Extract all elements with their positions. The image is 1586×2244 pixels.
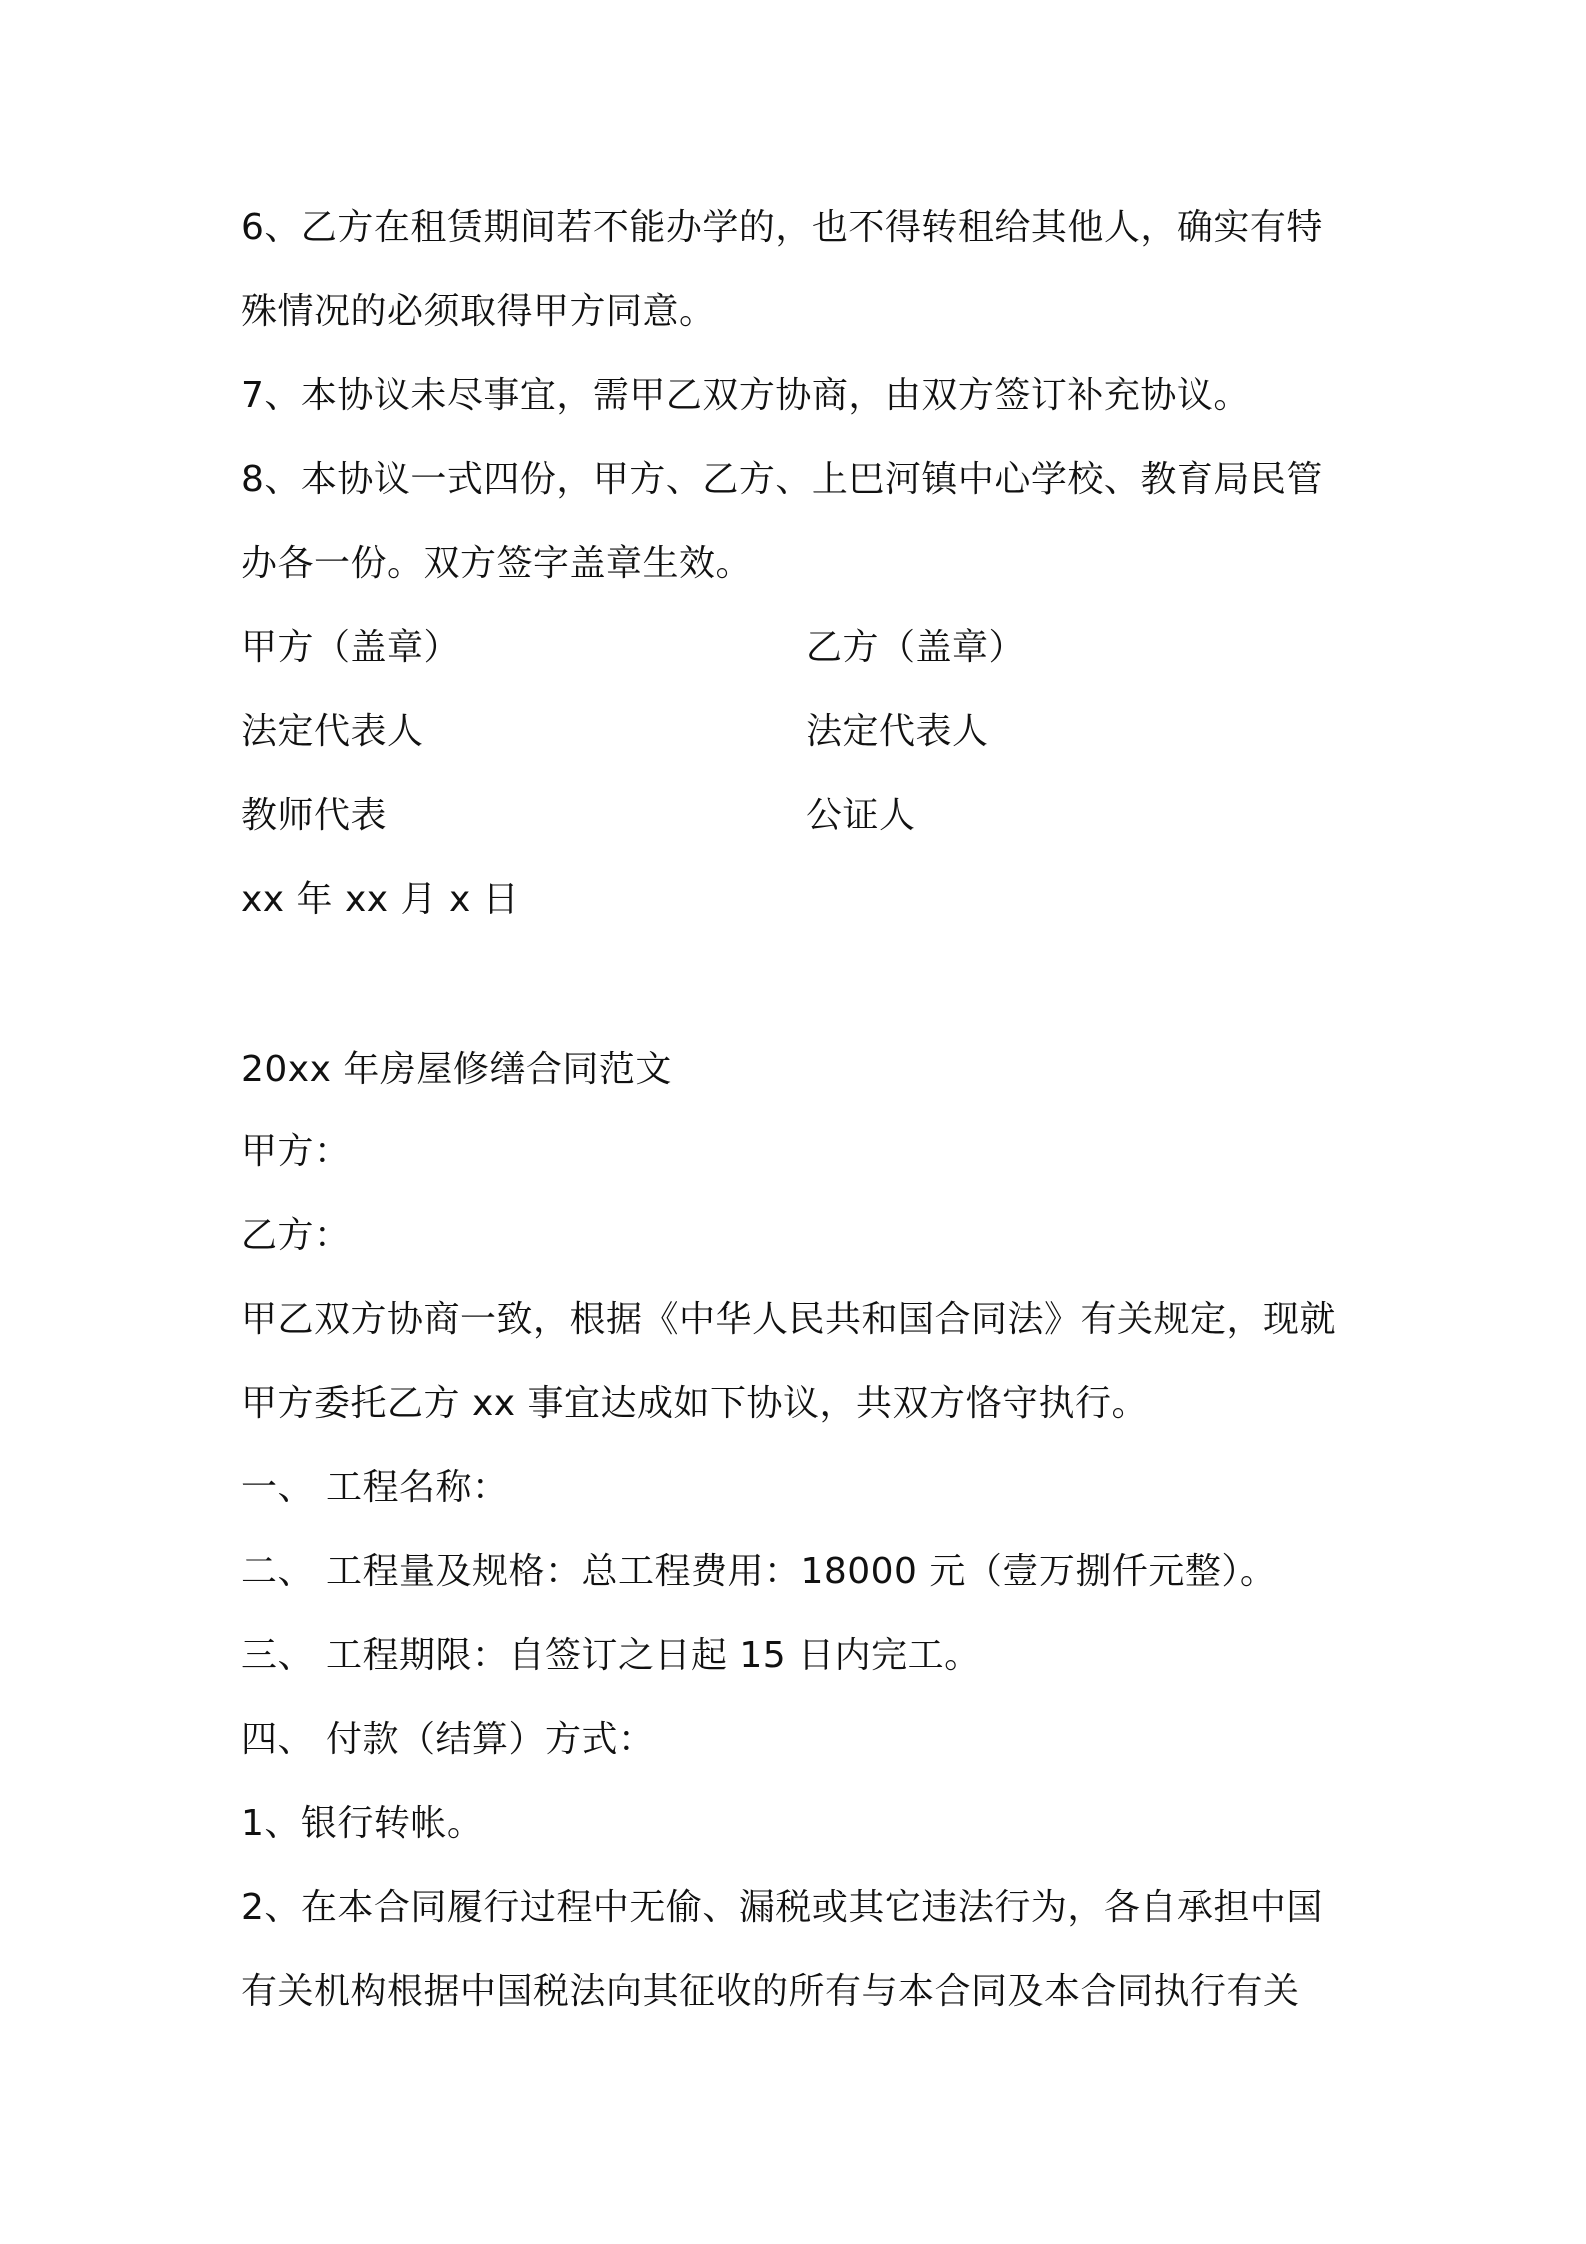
contract-intro-line-1: 甲乙双方协商一致，根据《中华人民共和国合同法》有关规定，现就 bbox=[241, 1299, 1337, 1340]
payment-tax-line-1: 2、在本合同履行过程中无偷、漏税或其它违法行为，各自承担中国 bbox=[241, 1887, 1323, 1928]
clause-6-line-2: 殊情况的必须取得甲方同意。 bbox=[241, 291, 716, 332]
party-a-representative: 法定代表人 bbox=[241, 711, 424, 752]
party-b-seal: 乙方（盖章） bbox=[806, 627, 1026, 668]
teacher-representative: 教师代表 bbox=[241, 795, 388, 836]
clause-7: 7、本协议未尽事宜，需甲乙双方协商，由双方签订补充协议。 bbox=[241, 375, 1250, 416]
party-a-seal: 甲方（盖章） bbox=[241, 627, 461, 668]
contract-title: 20xx 年房屋修缮合同范文 bbox=[241, 1049, 672, 1090]
notary: 公证人 bbox=[806, 795, 916, 836]
party-b-representative: 法定代表人 bbox=[806, 711, 989, 752]
clause-8-line-2: 办各一份。双方签字盖章生效。 bbox=[241, 543, 753, 584]
item-duration: 三、 工程期限：自签订之日起 15 日内完工。 bbox=[241, 1635, 981, 1676]
payment-tax-line-2: 有关机构根据中国税法向其征收的所有与本合同及本合同执行有关 bbox=[241, 1971, 1300, 2012]
clause-6-line-1: 6、乙方在租赁期间若不能办学的，也不得转租给其他人，确实有特 bbox=[241, 207, 1323, 248]
contract-party-a: 甲方： bbox=[241, 1131, 351, 1172]
contract-party-b: 乙方： bbox=[241, 1215, 351, 1256]
item-payment-method: 四、 付款（结算）方式： bbox=[241, 1719, 655, 1760]
item-project-name: 一、 工程名称： bbox=[241, 1467, 509, 1508]
clause-8-line-1: 8、本协议一式四份，甲方、乙方、上巴河镇中心学校、教育局民管 bbox=[241, 459, 1323, 500]
contract-intro-line-2: 甲方委托乙方 xx 事宜达成如下协议，共双方恪守执行。 bbox=[241, 1383, 1148, 1424]
item-quantity-spec: 二、 工程量及规格：总工程费用：18000 元（壹万捌仟元整）。 bbox=[241, 1551, 1277, 1592]
payment-bank-transfer: 1、银行转帐。 bbox=[241, 1803, 484, 1844]
signing-date: xx 年 xx 月 x 日 bbox=[241, 879, 520, 920]
